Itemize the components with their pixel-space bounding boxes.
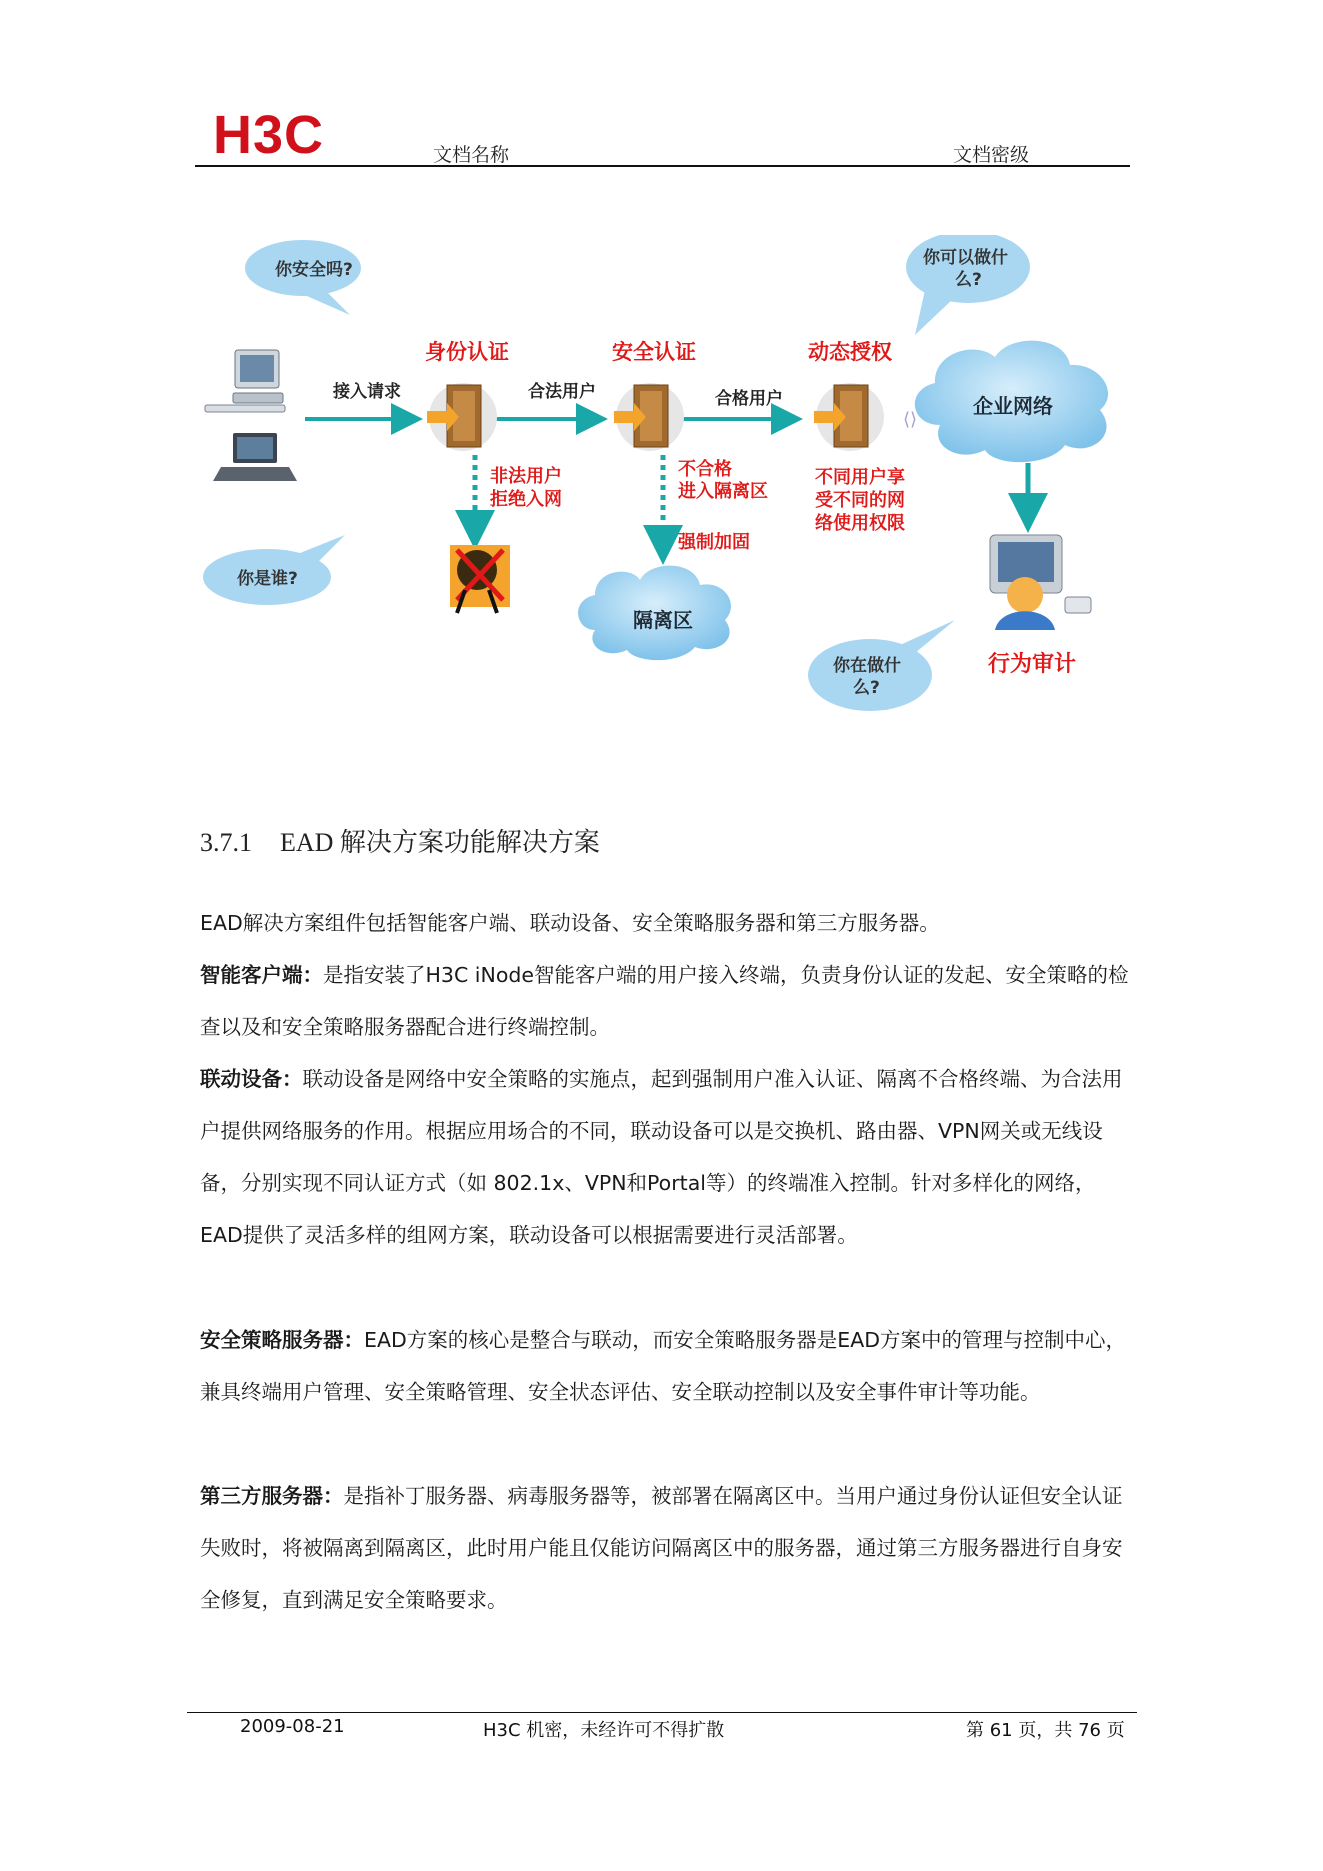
bubble-what-can-l2: 么? [955,270,982,290]
enterprise-label: 企业网络 [973,394,1053,418]
door-icon-authorize [814,383,884,451]
footer-divider [187,1712,1137,1713]
different-l3: 络使用权限 [815,513,905,534]
section-number: 3.7.1 [200,828,252,857]
paragraph-intro [200,897,1130,949]
bubble-who [203,535,345,605]
paragraph-third-party [200,1470,1130,1626]
doc-level: 文档密级 [953,144,1030,166]
door-icon-identity [427,383,497,451]
isolation-label: 隔离区 [633,608,693,632]
unqualified-l2: 进入隔离区 [678,481,768,502]
stage-identity: 身份认证 [425,340,509,364]
footer-confidential: H3C 机密，未经许可不得扩散 [483,1720,725,1741]
arrow-access-label: 接入请求 [333,382,401,402]
para-lead: 智能客户端： [200,963,323,987]
desktop-computer-icon [205,350,285,412]
para-lead: 联动设备： [200,1067,303,1091]
enterprise-cloud [915,341,1108,463]
audit-label: 行为审计 [988,652,1077,677]
isolation-cloud [578,566,731,661]
footer-page: 第 61 页，共 76 页 [966,1720,1125,1741]
bubble-safe-text: 你安全吗? [275,260,353,280]
illegal-l2: 拒绝入网 [490,489,562,510]
arrow-qualified-label: 合格用户 [715,389,783,409]
bubble-doing-l1: 你在做什 [833,656,901,676]
para-text: EAD解决方案组件包括智能客户端、联动设备、安全策略服务器和第三方服务器。 [200,911,940,935]
para-text: 是指补丁服务器、病毒服务器等，被部署在隔离区中。当用户通过身份认证但安全认证失败时，将被隔离到隔离区，此时用户能且仅能访问隔离区中的服务器，通过第三方服务器进行自身安全修复，直到满足安全策略要求。 [200,1484,1123,1612]
stage-security: 安全认证 [612,340,696,364]
para-text: 联动设备是网络中安全策略的实施点，起到强制用户准入认证、隔离不合格终端、为合法用户提供网络服务的作用。根据应用场合的不同，联动设备可以是交换机、路由器、VPN网关或无线设备，分别实现不同认证方式（如 802.1x、VPN和Portal等）的终端准入控制。针对多样化的网络，EAD提供了灵活多样的组网方案，联动设备可以根据需要进行灵活部署。 [200,1067,1123,1247]
doc-name: 文档名称 [433,144,510,166]
different-l2: 受不同的网 [815,490,905,511]
laptop-computer-icon [213,433,297,481]
bubble-doing [808,620,955,711]
para-text: 是指安装了H3C iNode智能客户端的用户接入终端，负责身份认证的发起、安全策略的检查以及和安全策略服务器配合进行终端控制。 [200,963,1129,1039]
section-title: EAD 解决方案功能解决方案 [280,828,600,857]
unqualified-l1: 不合格 [678,459,732,480]
para-text: EAD方案的核心是整合与联动，而安全策略服务器是EAD方案中的管理与控制中心，兼具终端用户管理、安全策略管理、安全状态评估、安全联动控制以及安全事件审计等功能。 [200,1328,1127,1404]
para-lead: 安全策略服务器： [200,1328,364,1352]
illegal-l1: 非法用户 [490,466,562,487]
ead-flow-diagram [195,235,1130,735]
auditor-icon [990,535,1091,630]
h3c-logo: H3C [213,105,325,165]
bubble-doing-l2: 么? [853,678,880,698]
bubble-what-can-l1: 你可以做什 [923,248,1008,268]
paragraph-policy-server [200,1314,1130,1418]
paragraph-client [200,949,1130,1053]
rejected-user-icon [450,545,510,613]
bubble-what-can [906,235,1030,335]
paragraph-device [200,1053,1130,1261]
footer-date: 2009-08-21 [240,1716,345,1737]
door-icon-security [614,383,684,451]
different-l1: 不同用户享 [815,467,905,488]
arrow-legal-label: 合法用户 [528,382,596,402]
link-icon: ⟨⟩ [903,409,918,430]
section-heading [200,822,600,859]
header-divider [195,165,1130,167]
force-fix: 强制加固 [678,532,750,553]
bubble-safe [245,240,361,315]
bubble-who-text: 你是谁? [237,569,298,589]
para-lead: 第三方服务器： [200,1484,344,1508]
stage-authorize: 动态授权 [808,340,892,364]
